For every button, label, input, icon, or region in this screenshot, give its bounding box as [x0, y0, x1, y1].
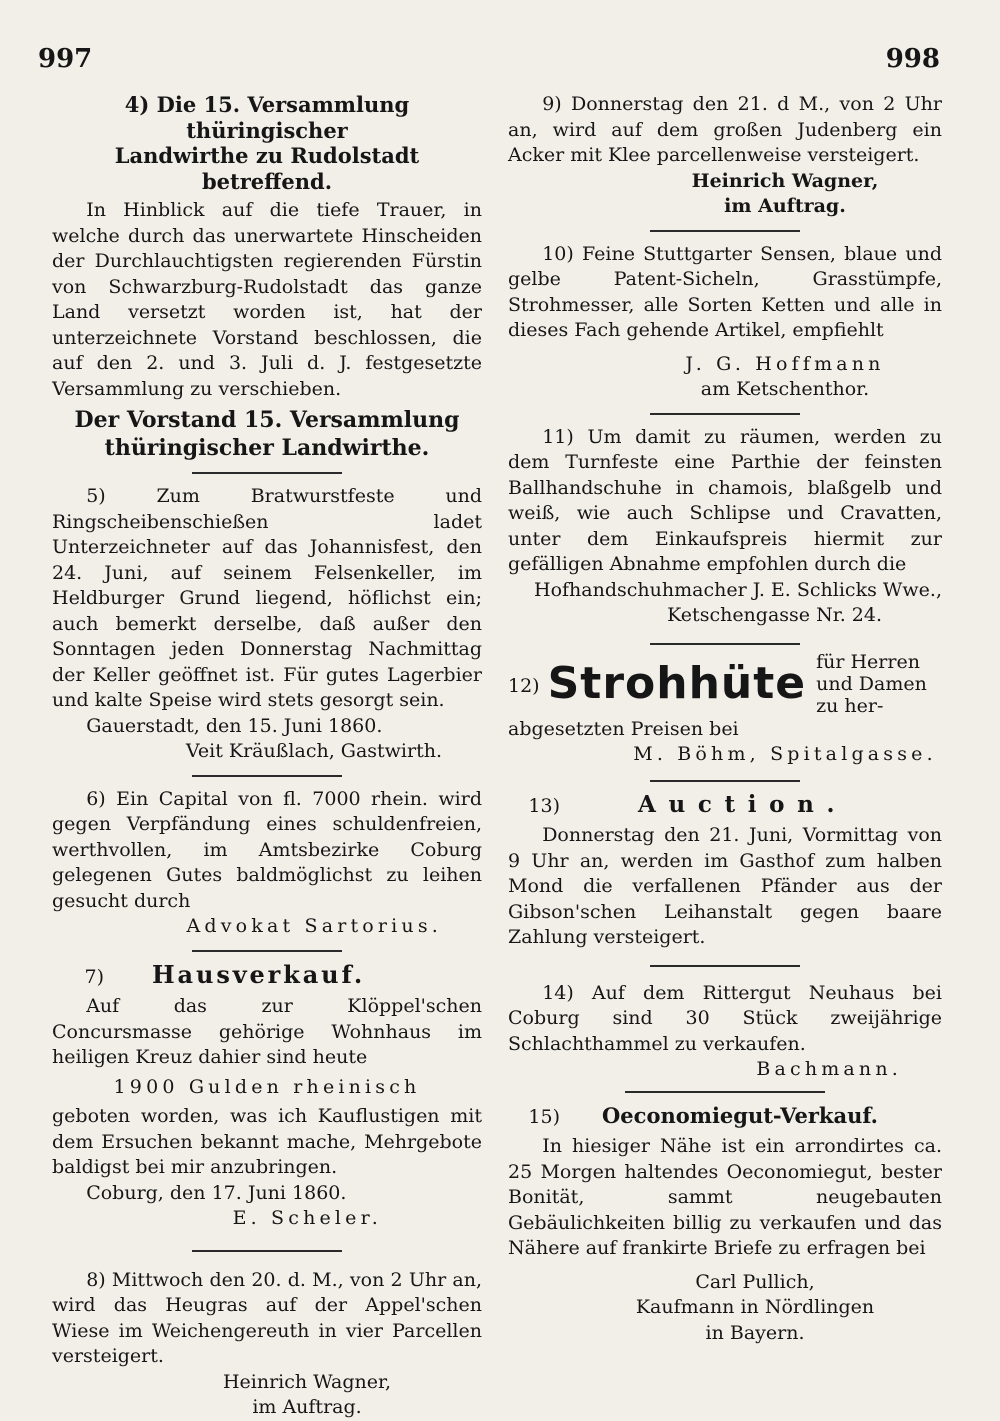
notice-7-number: 7) — [84, 965, 104, 988]
notice-4 — [52, 92, 482, 462]
notice-12-signature: M. Böhm, Spitalgasse. — [633, 743, 937, 765]
notice-13-number: 13) — [528, 794, 560, 817]
notice-4-title-line2: Landwirthe zu Rudolstadt betreffend. — [114, 143, 420, 194]
notice-14-body: 14) Auf dem Rittergut Neuhaus bei Coburg sind 30 Stück zweijährige Schlachthammel zu verkaufen. — [508, 981, 942, 1055]
divider — [192, 472, 342, 474]
divider — [192, 950, 342, 952]
notice-10 — [508, 242, 942, 403]
notice-15 — [508, 1103, 942, 1347]
notice-13-body: Donnerstag den 21. Juni, Vormittag von 9 Uhr an, werden im Gasthof zum halben Mond die verfallenen Pfänder aus der Gibson'schen Leihanstalt gegen baare Zahlung versteigert. — [508, 824, 942, 948]
page-number-left: 997 — [38, 44, 93, 74]
notice-7-title: Hausverkauf. — [152, 959, 366, 989]
notice-5 — [52, 484, 482, 765]
notice-9-signature-line2: im Auftrag. — [724, 195, 846, 217]
notice-4-body: In Hinblick auf die tiefe Trauer, in welche durch das unerwartete Hinscheiden der Durchlauchtigsten regierenden Fürstin von Schwarzburg-Rudolstadt das ganze Land versetzt worden ist, hat der unterzeichnete Vorstand beschlossen, die auf den 2. und 3. Juli d. J. festgesetzte Versammlung zu verschieben. — [52, 199, 482, 400]
notice-12-number: 12) — [508, 674, 540, 697]
divider — [650, 230, 800, 232]
notice-10-body: 10) Feine Stuttgarter Sensen, blaue und gelbe Patent-Sicheln, Grasstümpfe, Strohmesser, alle Sorten Ketten und alle in dieses Fach gehende Artikel, empfiehlt — [508, 242, 942, 341]
notice-10-signature-line2: am Ketschenthor. — [700, 378, 870, 400]
notice-5-date: Gauerstadt, den 15. Juni 1860. — [86, 714, 383, 737]
notice-7 — [52, 959, 482, 1232]
notice-14-signature: Bachmann. — [756, 1058, 902, 1080]
right-column — [508, 92, 942, 1346]
notice-9-signature-line1: Heinrich Wagner, — [691, 169, 879, 192]
notice-6-body: 6) Ein Capital von fl. 7000 rhein. wird gegen Verpfändung eines schuldenfreien, werthvollen, im Amtsbezirke Coburg gelegenen Gutes baldmöglichst zu leihen gesucht durch — [52, 787, 482, 912]
left-column — [52, 92, 482, 1421]
notice-7-body: Auf das zur Klöppel'schen Concursmasse gehörige Wohnhaus im heiligen Kreuz dahier sind heute — [52, 995, 482, 1068]
notice-7-signature: E. Scheler. — [232, 1207, 382, 1229]
notice-8-body: 8) Mittwoch den 20. d. M., von 2 Uhr an, wird das Heugras auf der Appel'schen Wiese im Weichengereuth in vier Parcellen versteigert. — [52, 1268, 482, 1367]
notice-15-number: 15) — [528, 1105, 560, 1128]
notice-5-signature: Veit Kräußlach, Gastwirth. — [185, 740, 442, 762]
notice-6 — [52, 787, 482, 940]
notice-11-signature-line1: Hofhandschuhmacher J. E. Schlicks Wwe., — [534, 578, 942, 601]
notice-14 — [508, 981, 942, 1083]
notice-12 — [508, 651, 942, 768]
notice-12-body: abgesetzten Preisen bei — [508, 717, 739, 740]
notice-7-body-2: geboten worden, was ich Kauflustigen mit dem Ersuchen bekannt mache, Mehrgebote baldigst bei mir anzubringen. — [52, 1105, 482, 1178]
notice-4-signature-line2: thüringischer Landwirthe. — [104, 435, 430, 461]
notice-8 — [52, 1268, 482, 1421]
notice-11-body: 11) Um damit zu räumen, werden zu dem Turnfeste eine Parthie der feinsten Ballhandschuhe in chamois, blaßgelb und weiß, wie auch Schlipse und Cravatten, unter dem Einkaufspreis hiermit zur gefälligen Abnahme empfohlen durch die — [508, 425, 942, 575]
divider — [192, 775, 342, 777]
notice-13-title: Auction. — [638, 790, 848, 818]
notice-4-title-line1: 4) Die 15. Versammlung thüringischer — [124, 92, 410, 143]
notice-6-signature: Advokat Sartorius. — [186, 915, 442, 937]
notice-5-body: 5) Zum Bratwurstfeste und Ringscheibenschießen ladet Unterzeichneter auf das Johannisfest, den 24. Juni, auf seinem Felsenkeller, im Heldburger Grund liegend, höflichst ein; auch bemerkt derselbe, daß außer den Sonntagen jeden Donnerstag Nachmittag der Keller geöffnet ist. Für gutes Lagerbier und kalte Speise wird stets gesorgt sein. — [52, 485, 482, 711]
divider — [650, 965, 800, 967]
notice-15-body: In hiesiger Nähe ist ein arrondirtes ca. 25 Morgen haltendes Oeconomiegut, bester Bonität, sammt neugebauten Gebäulichkeiten billig zu verkaufen und das Nähere auf frankirte Briefe zu erfragen bei — [508, 1135, 942, 1259]
notice-7-amount: 1900 Gulden rheinisch — [113, 1075, 421, 1098]
notice-9-body: 9) Donnerstag den 21. d M., von 2 Uhr an, wird auf dem großen Judenberg ein Acker mit Klee parcellenweise versteigert. — [508, 93, 942, 166]
notice-12-side-text: für Herren und Damen zu her- — [816, 650, 927, 717]
divider — [650, 643, 800, 645]
notice-7-date: Coburg, den 17. Juni 1860. — [86, 1181, 347, 1204]
page-number-right: 998 — [885, 44, 940, 74]
divider — [192, 1250, 342, 1252]
notice-11 — [508, 425, 942, 629]
notice-10-signature-line1: J. G. Hoffmann — [685, 352, 885, 375]
notice-13 — [508, 792, 942, 951]
divider — [650, 780, 800, 782]
notice-15-signature-line3: in Bayern. — [705, 1321, 805, 1344]
notice-11-signature-line2: Ketschengasse Nr. 24. — [667, 604, 882, 626]
notice-15-signature-line2: Kaufmann in Nördlingen — [635, 1296, 875, 1318]
notice-12-title: Strohhüte — [547, 657, 807, 709]
notice-9 — [508, 92, 942, 220]
divider — [625, 1091, 825, 1093]
notice-4-signature-line1: Der Vorstand 15. Versammlung — [74, 407, 460, 433]
notice-8-signature-line1: Heinrich Wagner, — [222, 1370, 392, 1393]
notice-8-signature-line2: im Auftrag. — [252, 1396, 362, 1418]
notice-15-signature-line1: Carl Pullich, — [695, 1270, 815, 1293]
divider — [650, 413, 800, 415]
notice-15-title: Oeconomiegut-Verkauf. — [602, 1102, 878, 1128]
